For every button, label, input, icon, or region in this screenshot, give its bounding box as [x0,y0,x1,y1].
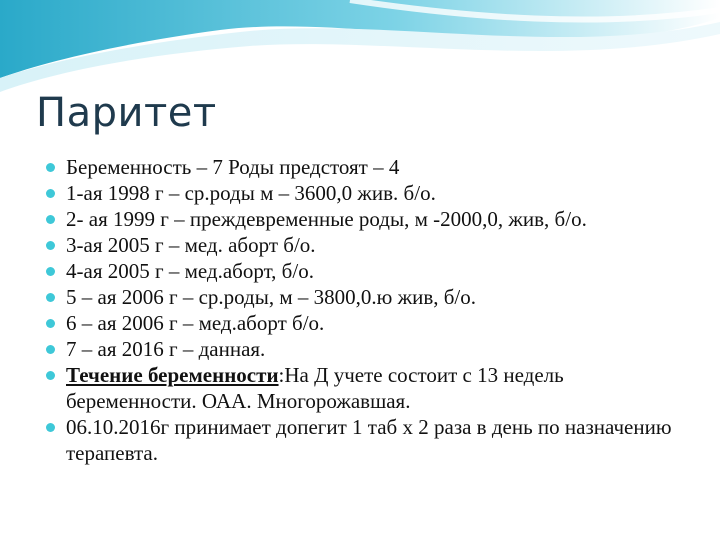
bullet-medication: 06.10.2016г принимает допегит 1 таб х 2 раза в день по назначению терапевта. [44,414,684,466]
bullet-pregnancy-3: 3-ая 2005 г – мед. аборт б/о. [44,232,684,258]
bullet-list [44,154,684,466]
bullet-pregnancy-7: 7 – ая 2016 г – данная. [44,336,684,362]
bullet-pregnancy-4: 4-ая 2005 г – мед.аборт, б/о. [44,258,684,284]
slide-title: Паритет [36,90,217,136]
bullet-pregnancy-course [44,362,684,414]
pregnancy-course-text: :На Д учете состоит с 13 недель беременности. ОАА. Многорожавшая. [66,363,564,413]
bullet-pregnancy-5: 5 – ая 2006 г – ср.роды, м – 3800,0.ю жив, б/о. [44,284,684,310]
bullet-pregnancy-1: 1-ая 1998 г – ср.роды м – 3600,0 жив. б/о. [44,180,684,206]
bullet-pregnancy-count: Беременность – 7 Роды предстоят – 4 [44,154,684,180]
pregnancy-course-label: Течение беременности [66,363,279,387]
bullet-pregnancy-6: 6 – ая 2006 г – мед.аборт б/о. [44,310,684,336]
bullet-pregnancy-2: 2- ая 1999 г – преждевременные роды, м -2000,0, жив, б/о. [44,206,684,232]
